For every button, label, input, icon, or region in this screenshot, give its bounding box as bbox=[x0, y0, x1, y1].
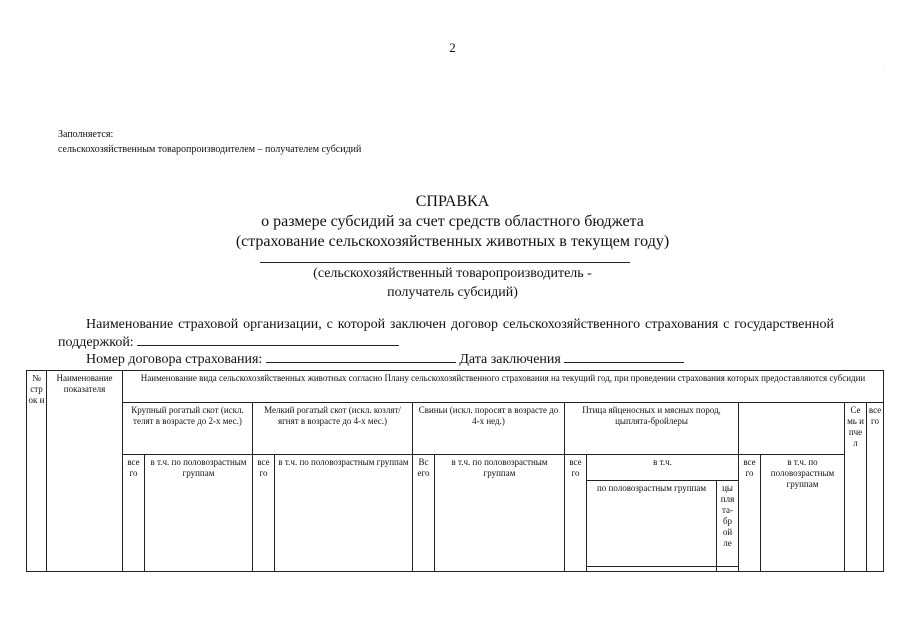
poultry-group-header: Птица яйценосных и мясных пород, цыплята-бройлеры bbox=[565, 403, 739, 455]
extra-age-groups-header: в т.ч. по половозрастным группам bbox=[761, 455, 845, 572]
fill-note-text: сельскохозяйственным товаропроизводителем – получателем субсидий bbox=[58, 144, 362, 155]
contract-date-label: Дата заключения bbox=[459, 352, 561, 367]
cattle-total-header: все го bbox=[123, 455, 145, 572]
small-cattle-total-header: все го bbox=[253, 455, 275, 572]
animal-type-header: Наименование вида сельскохозяйственных животных согласно Плану сельскохозяйственного страхования на текущий год, при проведении страхования которых предоставляются субсидии bbox=[123, 371, 884, 403]
pigs-group-header: Свиньи (искл. поросят в возрасте до 4-х нед.) bbox=[413, 403, 565, 455]
pigs-age-groups-header: в т.ч. по половозрастным группам bbox=[435, 455, 565, 572]
title-line-2: (страхование сельскохозяйственных животных в текущем году) bbox=[235, 233, 670, 250]
small-cattle-group-header: Мелкий рогатый скот (искл. козлят/ягнят в возрасте до 4-х мес.) bbox=[253, 403, 413, 455]
bees-group-header: Се мь и пче л bbox=[845, 403, 867, 572]
pigs-total-header: Вс его bbox=[413, 455, 435, 572]
contract-date-blank bbox=[564, 350, 684, 363]
insurer-paragraph bbox=[58, 316, 834, 351]
cattle-group-header: Крупный рогатый скот (искл. телят в возрасте до 2-х мес.) bbox=[123, 403, 253, 455]
poultry-total-header: все го bbox=[565, 455, 587, 572]
indicator-name-header: Наименование показателя bbox=[47, 371, 123, 572]
poultry-broilers-header: цы пля та- бр ой ле bbox=[717, 481, 739, 567]
page-number: 2 bbox=[449, 40, 456, 55]
title-heading: СПРАВКА bbox=[415, 193, 490, 210]
corner-mark: · bbox=[883, 66, 885, 72]
contract-number-blank bbox=[266, 350, 456, 363]
extra-group-header bbox=[739, 403, 845, 455]
subsidy-table bbox=[26, 370, 884, 572]
document-title bbox=[0, 192, 905, 252]
producer-caption bbox=[0, 264, 905, 302]
extra-total-header: все го bbox=[739, 455, 761, 572]
cattle-age-groups-header: в т.ч. по половозрастным группам bbox=[145, 455, 253, 572]
insurer-label: Наименование страховой организации, с которой заключен договор сельскохозяйственного страхования с государственной поддержкой: bbox=[58, 317, 834, 350]
poultry-age-groups-spacer bbox=[587, 567, 717, 572]
producer-caption-line-1: (сельскохозяйственный товаропроизводитель - bbox=[313, 266, 592, 281]
producer-caption-line-2: получатель субсидий) bbox=[387, 285, 518, 300]
poultry-broilers-spacer bbox=[717, 567, 739, 572]
contract-line bbox=[86, 350, 684, 368]
total-end-header: все го bbox=[867, 403, 884, 572]
title-line-1: о размере субсидий за счет средств областного бюджета bbox=[261, 213, 644, 230]
row-number-header: № стр ок и bbox=[27, 371, 47, 572]
insurer-blank-field bbox=[137, 333, 399, 346]
small-cattle-age-groups-header: в т.ч. по половозрастным группам bbox=[275, 455, 413, 572]
fill-note-label: Заполняется: bbox=[58, 129, 114, 140]
producer-underline bbox=[260, 262, 630, 263]
contract-number-label: Номер договора страхования: bbox=[86, 352, 263, 367]
poultry-age-groups-header: по половозрастным группам bbox=[587, 481, 717, 567]
fill-note bbox=[58, 127, 361, 157]
poultry-incl-header: в т.ч. bbox=[587, 455, 739, 481]
